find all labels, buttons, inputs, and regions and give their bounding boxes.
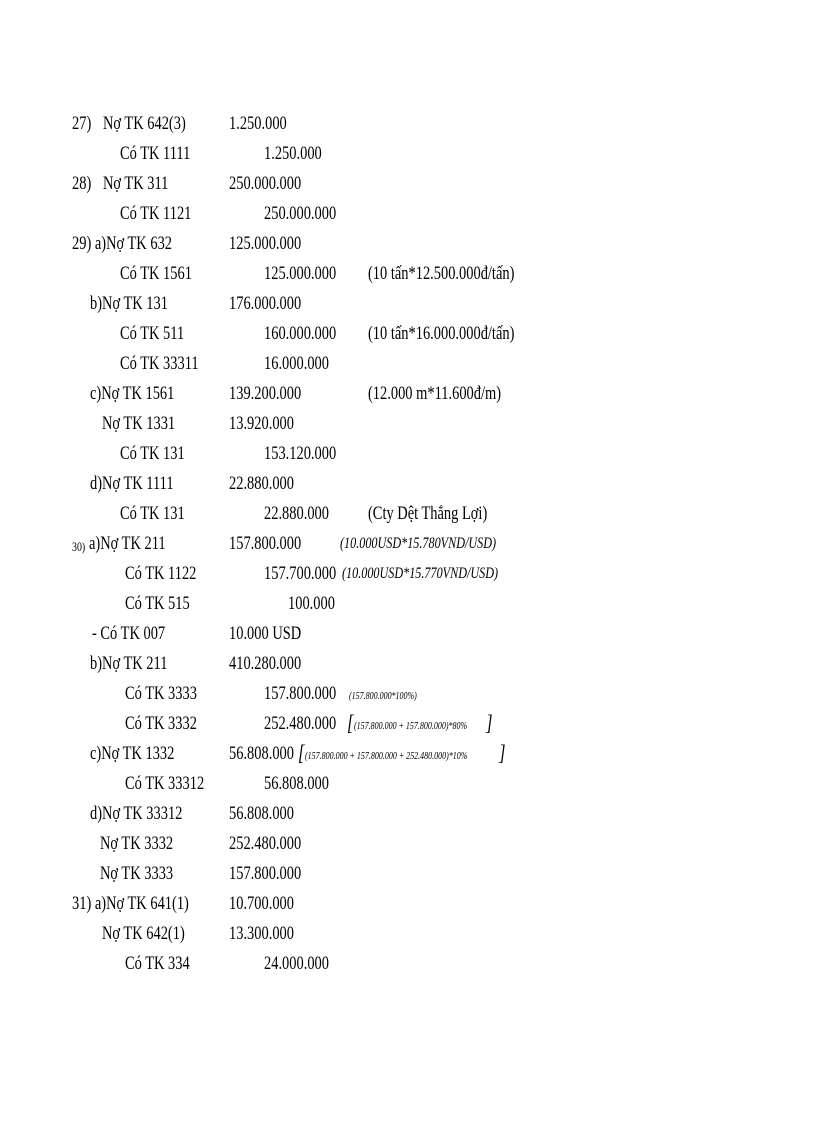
journal-line	[0, 532, 816, 562]
calculation-note: (10.000USD*15.780VND/USD)	[340, 535, 497, 552]
entry-number: 27)	[72, 113, 92, 134]
journal-line	[0, 352, 816, 382]
credit-amount: 100.000	[288, 593, 335, 614]
account-label: Nợ TK 1331	[102, 413, 176, 434]
account-label: Nợ TK 642(3)	[103, 113, 186, 134]
credit-amount: 252.480.000	[264, 713, 337, 734]
calculation-note: (10 tấn*16.000.000đ/tấn)	[368, 323, 515, 344]
journal-line	[0, 562, 816, 592]
journal-line	[0, 622, 816, 652]
account-label: b)Nợ TK 131	[90, 293, 168, 314]
account-label: 29) a)Nợ TK 632	[72, 233, 173, 254]
account-label: Có TK 511	[120, 323, 185, 344]
credit-amount: 16.000.000	[264, 353, 329, 374]
bracket-open: [	[347, 710, 354, 735]
journal-line	[0, 442, 816, 472]
entry-number: 28)	[72, 173, 92, 194]
account-label: 31) a)Nợ TK 641(1)	[72, 893, 189, 914]
account-label: Có TK 1121	[120, 203, 192, 224]
account-label: d)Nợ TK 1111	[90, 473, 174, 494]
account-label: Có TK 334	[125, 953, 190, 974]
entry-number: 30)	[72, 539, 86, 554]
journal-line	[0, 412, 816, 442]
journal-line	[0, 472, 816, 502]
journal-line	[0, 712, 816, 742]
account-label: Có TK 33311	[120, 353, 199, 374]
account-label: Có TK 33312	[125, 773, 205, 794]
journal-line	[0, 832, 816, 862]
journal-line	[0, 592, 816, 622]
debit-amount: 56.808.000	[229, 803, 294, 824]
calculation-note: (12.000 m*11.600đ/m)	[368, 383, 502, 404]
journal-line	[0, 172, 816, 202]
account-label: a)Nợ TK 211	[89, 533, 166, 554]
debit-amount: 410.280.000	[229, 653, 302, 674]
account-label: Có TK 131	[120, 503, 185, 524]
journal-line	[0, 202, 816, 232]
journal-line	[0, 112, 816, 142]
credit-amount: 157.700.000	[264, 563, 337, 584]
journal-line	[0, 802, 816, 832]
account-label: Có TK 515	[125, 593, 190, 614]
debit-amount: 176.000.000	[229, 293, 302, 314]
debit-amount: 22.880.000	[229, 473, 294, 494]
credit-amount: 160.000.000	[264, 323, 337, 344]
calculation-note: (157.800.000*100%)	[349, 691, 417, 702]
account-label: Có TK 1111	[120, 143, 191, 164]
credit-amount: 153.120.000	[264, 443, 337, 464]
account-label: Có TK 1122	[125, 563, 197, 584]
journal-line	[0, 142, 816, 172]
calculation-note: (10 tấn*12.500.000đ/tấn)	[368, 263, 515, 284]
debit-amount: 139.200.000	[229, 383, 302, 404]
debit-amount: 56.808.000	[229, 743, 294, 764]
account-label: Nợ TK 3333	[100, 863, 174, 884]
account-label: Có TK 1561	[120, 263, 192, 284]
debit-amount: 10.700.000	[229, 893, 294, 914]
credit-amount: 157.800.000	[264, 683, 337, 704]
credit-amount: 250.000.000	[264, 203, 337, 224]
journal-line	[0, 292, 816, 322]
credit-amount: 125.000.000	[264, 263, 337, 284]
journal-line	[0, 502, 816, 532]
journal-line	[0, 952, 816, 982]
journal-line	[0, 862, 816, 892]
debit-amount: 125.000.000	[229, 233, 302, 254]
credit-amount: 22.880.000	[264, 503, 329, 524]
debit-amount: 252.480.000	[229, 833, 302, 854]
debit-amount: 157.800.000	[229, 533, 302, 554]
journal-line	[0, 682, 816, 712]
account-label: c)Nợ TK 1561	[90, 383, 175, 404]
journal-line	[0, 772, 816, 802]
account-label: b)Nợ TK 211	[90, 653, 168, 674]
journal-line	[0, 322, 816, 352]
bracket-close: ]	[499, 740, 506, 765]
debit-amount: 13.300.000	[229, 923, 294, 944]
debit-amount: 250.000.000	[229, 173, 302, 194]
account-label: - Có TK 007	[92, 623, 166, 644]
journal-line	[0, 742, 816, 772]
account-label: Có TK 3333	[125, 683, 197, 704]
journal-line	[0, 922, 816, 952]
journal-line	[0, 232, 816, 262]
journal-line	[0, 652, 816, 682]
debit-amount: 10.000 USD	[229, 623, 302, 644]
bracket-open: [	[298, 740, 305, 765]
account-label: d)Nợ TK 33312	[90, 803, 183, 824]
account-label: Nợ TK 3332	[100, 833, 174, 854]
credit-amount: 1.250.000	[264, 143, 322, 164]
calculation-note: (157.800.000 + 157.800.000)*80%	[354, 721, 468, 732]
bracket-close: ]	[486, 710, 493, 735]
account-label: c)Nợ TK 1332	[90, 743, 175, 764]
account-label: Có TK 131	[120, 443, 185, 464]
account-label: Nợ TK 642(1)	[102, 923, 185, 944]
account-label: Nợ TK 311	[103, 173, 169, 194]
debit-amount: 1.250.000	[229, 113, 287, 134]
credit-amount: 24.000.000	[264, 953, 329, 974]
journal-line	[0, 382, 816, 412]
credit-amount: 56.808.000	[264, 773, 329, 794]
calculation-note: (Cty Dệt Thắng Lợi)	[368, 503, 488, 524]
journal-line	[0, 892, 816, 922]
debit-amount: 157.800.000	[229, 863, 302, 884]
calculation-note: (157.800.000 + 157.800.000 + 252.480.000)*10%	[305, 751, 468, 762]
journal-line	[0, 262, 816, 292]
account-label: Có TK 3332	[125, 713, 197, 734]
debit-amount: 13.920.000	[229, 413, 294, 434]
calculation-note: (10.000USD*15.770VND/USD)	[342, 565, 499, 582]
